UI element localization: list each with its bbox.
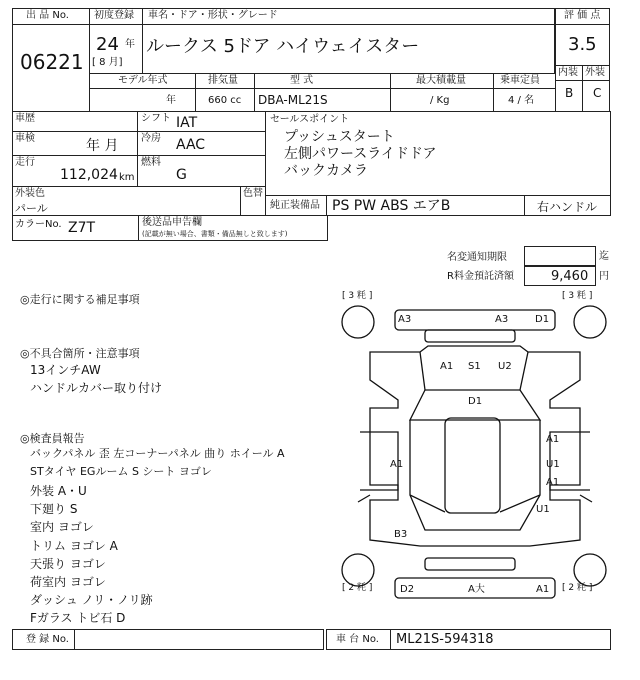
mark-roof: D1: [468, 396, 483, 407]
model-year-label: モデル年式: [118, 75, 168, 86]
tire-tl-depth: [ 3 粍 ]: [342, 291, 373, 301]
name-change-suffix: 迄: [599, 251, 609, 262]
inspection-label: 車検: [15, 133, 35, 144]
color-no-label: カラーNo.: [15, 219, 62, 230]
equipment-value: PS PW ABS エアB: [332, 198, 451, 214]
car-body-outline: [370, 346, 580, 546]
mark-rear-mid: A3: [495, 314, 509, 325]
first-reg-year: 24: [96, 34, 119, 55]
inspector-line-7: 天張り ヨゴレ: [30, 557, 106, 571]
defect-line-2: ハンドルカバー取り付け: [30, 381, 163, 395]
recycle-fee-unit: 円: [599, 271, 609, 282]
sales-point-3: バックカメラ: [284, 163, 368, 179]
fuel-value: G: [176, 167, 187, 183]
aftermarket-label: 後送品申告欄: [142, 217, 202, 228]
mark-right-a1-top: A1: [546, 434, 560, 445]
color-no-value: Z7T: [68, 220, 96, 236]
sales-point-2: 左側パワースライドドア: [284, 146, 437, 162]
displacement-label: 排気量: [208, 75, 238, 86]
shift-value: IAT: [176, 115, 198, 131]
tire-tr-depth: [ 3 粍 ]: [562, 291, 593, 301]
history-label: 車歴: [15, 113, 35, 124]
aftermarket-note: (記載が無い場合、書類・備品無しと致します): [142, 230, 288, 238]
exterior-value: C: [593, 86, 602, 100]
mark-right-a1-mid: A1: [546, 477, 560, 488]
shift-label: シフト: [141, 113, 171, 124]
model-year-unit: 年: [166, 95, 176, 106]
fuel-label: 燃料: [141, 157, 161, 168]
inspector-line-6: トリム ヨゴレ A: [30, 539, 118, 553]
inspector-line-4: 下廻り S: [30, 502, 78, 516]
driving-notes-title: ◎走行に関する補足事項: [20, 293, 140, 306]
mileage-label: 走行: [15, 157, 35, 168]
max-load-value: / Kg: [430, 95, 450, 106]
mileage-unit: km: [119, 172, 135, 183]
inspector-line-2: STタイヤ EGルーム S シート ヨゴレ: [30, 465, 212, 478]
steering-value: 右ハンドル: [537, 200, 598, 214]
score-value: 3.5: [568, 34, 597, 55]
chassis-number-label: 車 台 No.: [336, 634, 379, 645]
exterior-label: 外装: [585, 67, 605, 78]
mark-left-b3: B3: [394, 529, 408, 540]
exterior-color-value: パール: [15, 202, 48, 215]
capacity-value: 4 / 名: [508, 95, 535, 106]
mark-right-u1-low: U1: [536, 504, 550, 515]
inspector-title: ◎検査員報告: [20, 432, 85, 445]
first-reg-month: [ 8 月]: [92, 57, 123, 68]
mark-front-d2: D2: [400, 584, 415, 595]
tire-tr-icon: [574, 306, 606, 338]
interior-value: B: [565, 86, 574, 100]
defect-line-1: 13インチAW: [30, 363, 101, 377]
tire-bl-depth: [ 2 粍 ]: [342, 583, 373, 593]
registration-number-label: 登 録 No.: [26, 634, 69, 645]
interior-label: 内装: [558, 67, 578, 78]
model-code-value: DBA-ML21S: [258, 93, 328, 107]
recycle-fee-label: R料金預託済額: [447, 271, 514, 282]
details-block: [12, 111, 266, 216]
recycle-fee-value: 9,460: [551, 269, 589, 284]
tire-bl-icon: [342, 554, 374, 586]
sales-points-label: セールスポイント: [270, 114, 350, 125]
mark-front-big: A大: [468, 584, 485, 595]
mark-left-a1: A1: [390, 459, 404, 470]
name-change-label: 名変通知期限: [447, 252, 507, 263]
lot-number-label: 出 品 No.: [26, 10, 69, 21]
tire-tl-icon: [342, 306, 374, 338]
exterior-color-label: 外装色: [15, 188, 45, 199]
model-code-label: 型 式: [290, 75, 314, 86]
car-name-label: 車名・ドア・形状・グレード: [148, 10, 278, 21]
capacity-label: 乗車定員: [500, 75, 540, 86]
inspection-value: 年 月: [86, 138, 119, 154]
equipment-label: 純正装備品: [270, 200, 320, 211]
name-change-value: [524, 246, 596, 266]
mark-rear-right: D1: [535, 314, 550, 325]
inspector-line-10: Fガラス トビ石 D: [30, 611, 126, 625]
color-change-label: 色替: [243, 188, 263, 199]
displacement-value: 660 cc: [208, 95, 242, 106]
mark-rear-glass-s1: S1: [468, 361, 481, 372]
max-load-label: 最大積載量: [416, 75, 466, 86]
inspector-line-1: バックパネル 歪 左コーナーパネル 曲り ホイール A: [30, 447, 285, 460]
mileage-value: 112,024: [60, 167, 118, 183]
car-damage-diagram: [340, 290, 610, 608]
defects-title: ◎不具合箇所・注意事項: [20, 347, 140, 360]
mark-rear-glass-u2: U2: [498, 361, 512, 372]
rear-bumper-shape: [395, 310, 555, 330]
mark-right-u1: U1: [546, 459, 560, 470]
inspector-line-9: ダッシュ ノリ・ノリ跡: [30, 593, 153, 607]
score-label: 評 価 点: [564, 10, 601, 21]
mark-rear-glass-a1: A1: [440, 361, 454, 372]
ac-value: AAC: [176, 137, 206, 153]
sales-point-1: プッシュスタート: [284, 129, 395, 145]
inspector-line-3: 外装 A・U: [30, 484, 87, 498]
ac-label: 冷房: [141, 133, 161, 144]
inspector-line-8: 荷室内 ヨゴレ: [30, 575, 106, 589]
first-reg-year-unit: 年: [125, 39, 135, 50]
first-reg-label: 初度登録: [94, 10, 134, 21]
inspector-line-5: 室内 ヨゴレ: [30, 520, 94, 534]
tire-br-depth: [ 2 粍 ]: [562, 583, 593, 593]
chassis-number-value: ML21S-594318: [396, 632, 494, 647]
mark-front-a1: A1: [536, 584, 550, 595]
tire-br-icon: [574, 554, 606, 586]
car-name-value: ルークス 5ドア ハイウェイスター: [146, 36, 420, 57]
mark-rear-left: A3: [398, 314, 412, 325]
lot-number-value: 06221: [20, 50, 84, 74]
